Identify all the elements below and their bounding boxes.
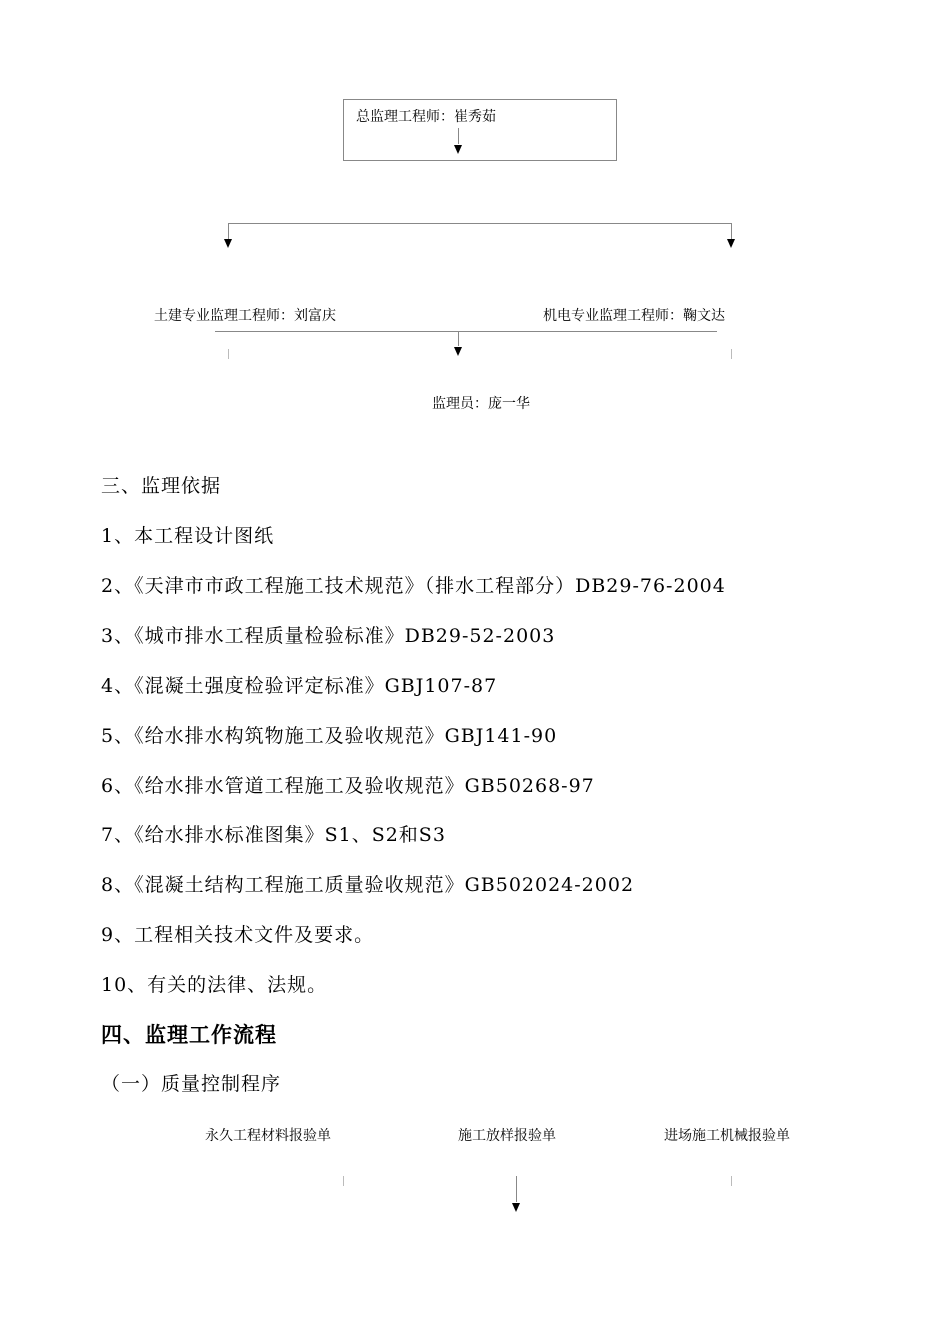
flow-setting-out-label: 施工放样报验单 (458, 1128, 556, 1144)
basis-item: 4、《混凝土强度检验评定标准》GBJ107-87 (101, 675, 498, 697)
section4-heading: 四、监理工作流程 (101, 1022, 277, 1047)
basis-item: 3、《城市排水工程质量检验标准》DB29-52-2003 (101, 625, 556, 647)
civil-engineer-label: 土建专业监理工程师：刘富庆 (154, 308, 336, 324)
merge-left-tick (228, 349, 229, 359)
merge-connector (458, 332, 459, 346)
section3-heading: 三、监理依据 (101, 475, 222, 497)
arrow-down-icon (454, 145, 462, 154)
branch-line (228, 223, 732, 224)
merge-line (215, 331, 717, 332)
branch-right-drop (731, 223, 732, 239)
basis-item: 8、《混凝土结构工程施工质量验收规范》GB502024-2002 (101, 874, 635, 896)
basis-item: 5、《给水排水构筑物施工及验收规范》GBJ141-90 (101, 725, 558, 747)
basis-item: 7、《给水排水标准图集》S1、S2和S3 (101, 824, 446, 846)
flow-right-tick (731, 1176, 732, 1186)
mech-engineer-label: 机电专业监理工程师：鞠文达 (543, 308, 725, 324)
basis-item: 9、工程相关技术文件及要求。 (101, 924, 375, 946)
arrow-down-icon (727, 239, 735, 248)
flow-connector (516, 1176, 517, 1202)
chief-connector (458, 128, 459, 144)
basis-item: 10、有关的法律、法规。 (101, 974, 328, 996)
basis-item: 1、本工程设计图纸 (101, 525, 275, 547)
arrow-down-icon (512, 1203, 520, 1212)
merge-right-tick (731, 349, 732, 359)
basis-item: 6、《给水排水管道工程施工及验收规范》GB50268-97 (101, 775, 595, 797)
branch-left-drop (228, 223, 229, 239)
chief-engineer-label: 总监理工程师：崔秀茹 (356, 109, 496, 125)
flow-left-tick (343, 1176, 344, 1186)
quality-control-subheading: （一）质量控制程序 (101, 1073, 282, 1095)
flow-material-label: 永久工程材料报验单 (205, 1128, 331, 1144)
inspector-label: 监理员：庞一华 (432, 396, 530, 412)
flow-machinery-label: 进场施工机械报验单 (664, 1128, 790, 1144)
basis-item: 2、《天津市市政工程施工技术规范》（排水工程部分）DB29-76-2004 (101, 575, 726, 597)
arrow-down-icon (454, 347, 462, 356)
arrow-down-icon (224, 239, 232, 248)
